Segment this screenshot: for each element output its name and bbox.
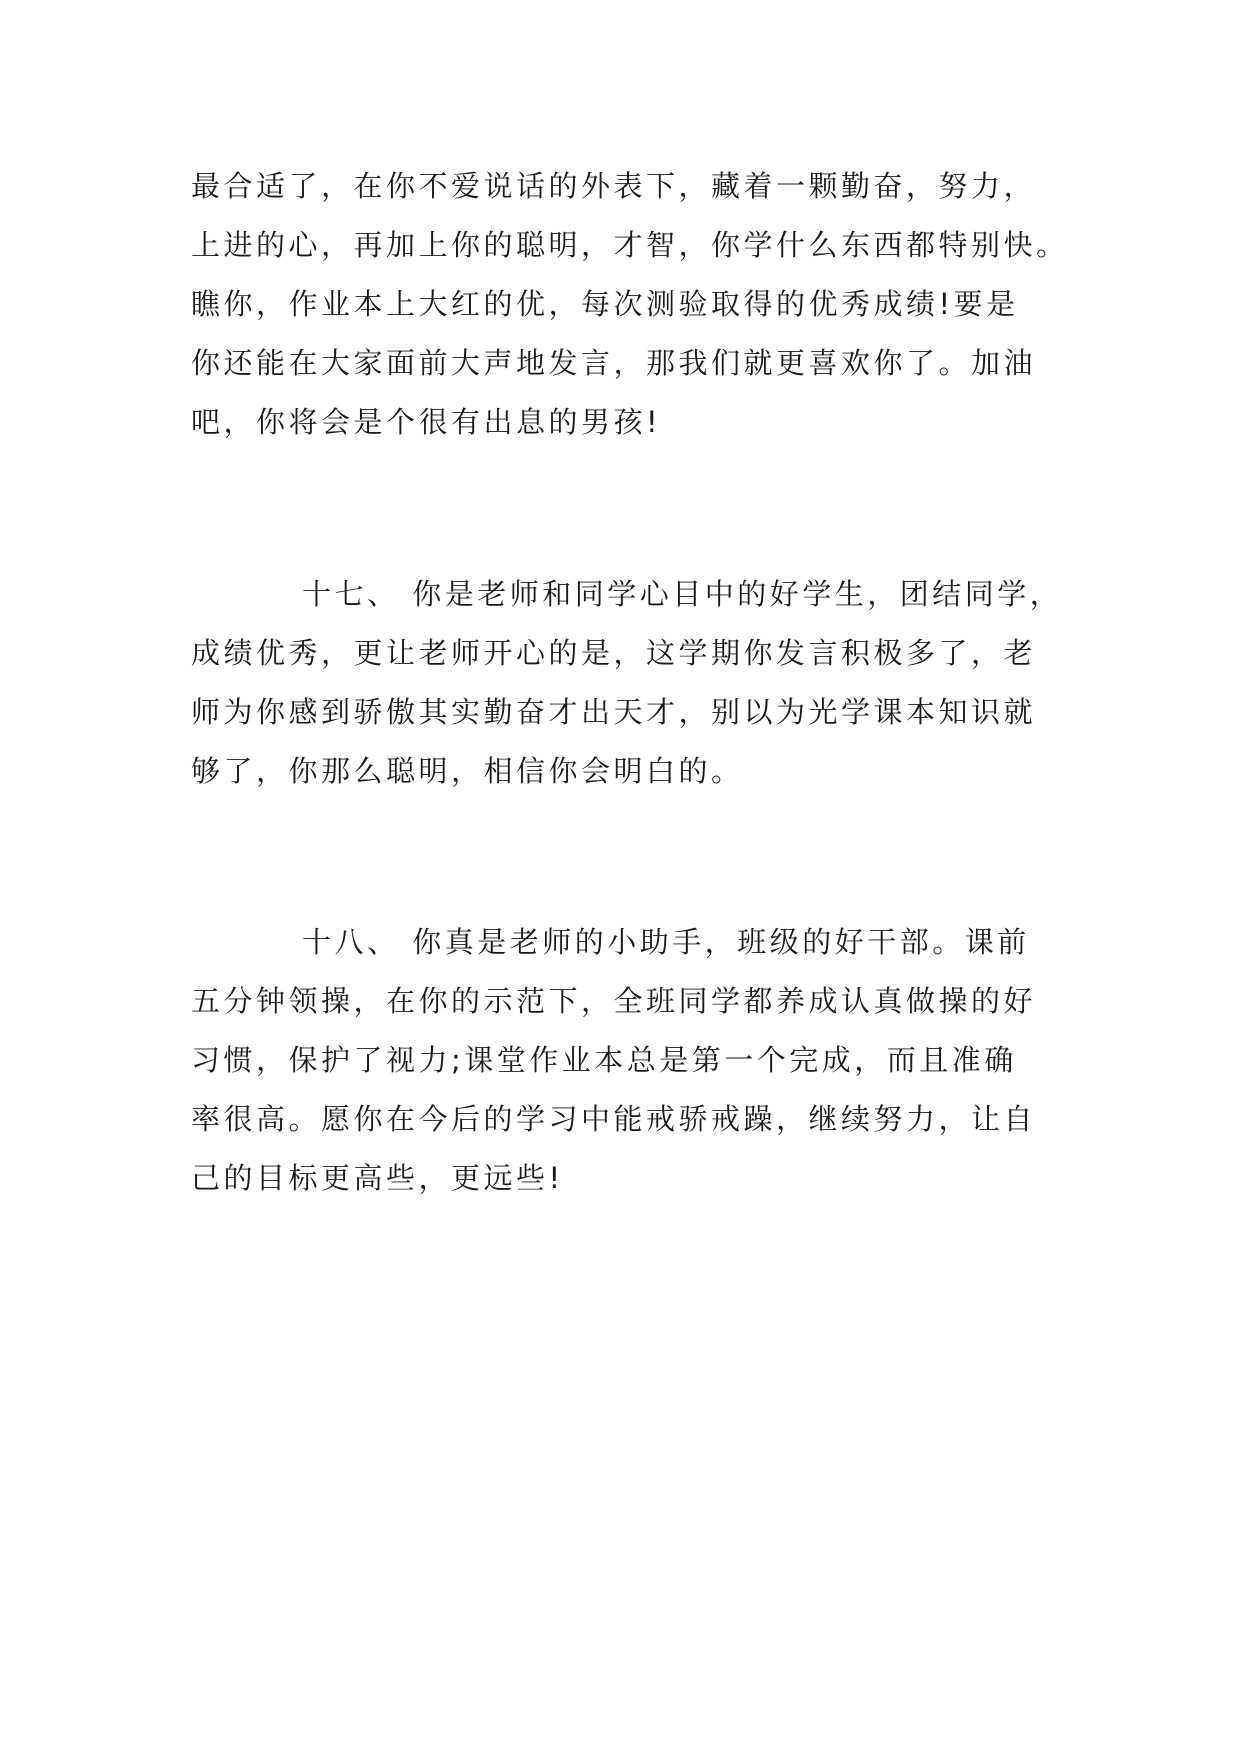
- paragraph-line: 十八、 你真是老师的小助手，班级的好干部。课前: [302, 925, 1030, 959]
- paragraph-line: 最合适了，在你不爱说话的外表下，藏着一颗勤奋，努力，: [191, 169, 1037, 203]
- paragraph-line: 率很高。愿你在今后的学习中能戒骄戒躁，继续努力，让自: [191, 1102, 1037, 1136]
- paragraph-line: 够了，你那么聪明，相信你会明白的。: [191, 754, 744, 788]
- paragraph-line: 十七、 你是老师和同学心目中的好学生，团结同学，: [302, 577, 1063, 611]
- paragraph-line: 己的目标更高些，更远些!: [191, 1161, 564, 1195]
- paragraph-line: 习惯，保护了视力;课堂作业本总是第一个完成，而且准确: [191, 1043, 1017, 1077]
- paragraph-line: 上进的心，再加上你的聪明，才智，你学什么东西都特别快。: [191, 228, 1069, 262]
- paragraph-line: 你还能在大家面前大声地发言，那我们就更喜欢你了。加油: [191, 346, 1037, 380]
- paragraph-line: 吧，你将会是个很有出息的男孩!: [191, 405, 662, 439]
- paragraph-line: 师为你感到骄傲其实勤奋才出天才，别以为光学课本知识就: [191, 695, 1037, 729]
- paragraph-line: 成绩优秀，更让老师开心的是，这学期你发言积极多了，老: [191, 636, 1037, 670]
- paragraph-line: 五分钟领操，在你的示范下，全班同学都养成认真做操的好: [191, 984, 1037, 1018]
- paragraph-line: 瞧你，作业本上大红的优，每次测验取得的优秀成绩!要是: [191, 287, 1019, 321]
